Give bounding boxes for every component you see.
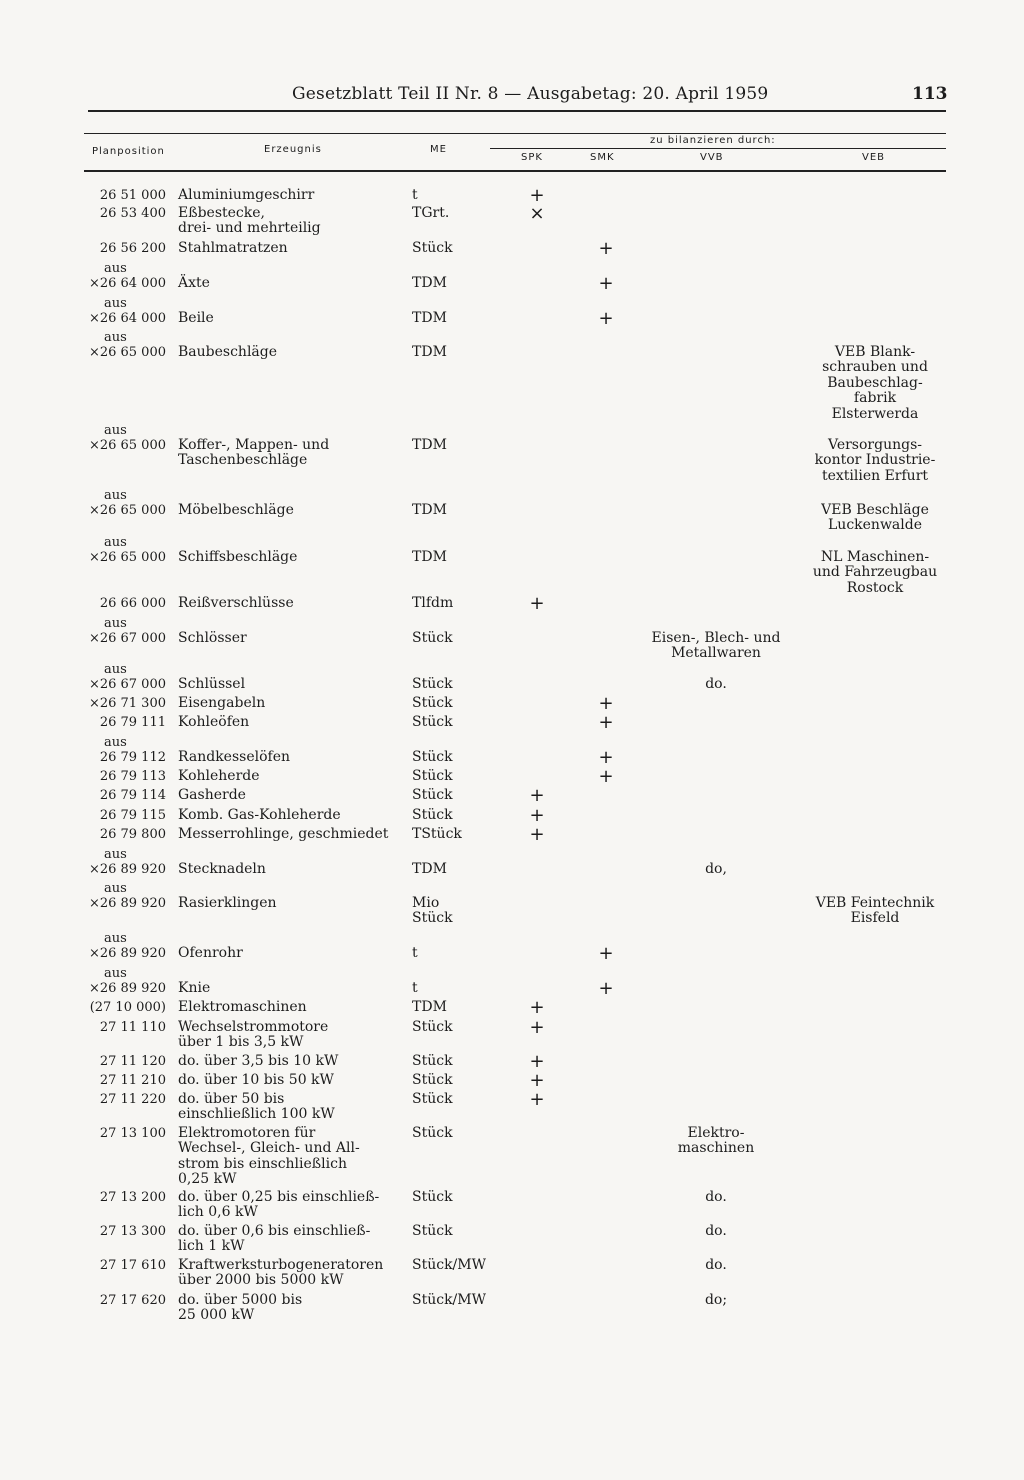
veb-line: Elsterwerda xyxy=(831,405,919,422)
smk-mark: + xyxy=(598,943,614,964)
product-name-line: Taschenbeschläge xyxy=(178,452,308,469)
unit-line: Stück xyxy=(412,714,453,730)
header-title: Gesetzblatt Teil II Nr. 8 — Ausgabetag: 20. April 1959 xyxy=(292,84,769,104)
table-row xyxy=(0,238,1024,261)
unit-line: Stück xyxy=(412,1053,453,1069)
aus-prefix: aus xyxy=(104,615,127,631)
unit-line: Mio xyxy=(412,895,440,911)
aus-prefix: aus xyxy=(104,260,127,276)
table-row xyxy=(0,1017,1024,1051)
col-erzeugnis: Erzeugnis xyxy=(264,144,322,155)
spk-mark: + xyxy=(529,1051,545,1072)
unit-line: t xyxy=(412,187,418,203)
product-name-line: Rasierklingen xyxy=(178,895,277,911)
unit-line: Stück xyxy=(412,1019,453,1035)
product-name-line: über 1 bis 3,5 kW xyxy=(178,1034,304,1051)
product-name-line: Beile xyxy=(178,310,214,326)
unit-line: Stück xyxy=(412,910,453,927)
product-name-line: do. über 0,6 bis einschließ- xyxy=(178,1223,371,1239)
aus-prefix: aus xyxy=(104,295,127,311)
product-name-line: Knie xyxy=(178,980,211,996)
vvb-line: maschinen xyxy=(677,1140,755,1157)
table-row xyxy=(0,185,1024,208)
table-row xyxy=(0,422,1024,484)
unit-line: Stück xyxy=(412,676,453,692)
planposition-code: ×26 89 920 xyxy=(88,896,166,911)
product-name-line: Stecknadeln xyxy=(178,861,266,877)
spk-mark: + xyxy=(529,1070,545,1091)
vvb-line: do; xyxy=(704,1292,728,1308)
product-name-line: Eßbestecke, xyxy=(178,205,265,221)
product-name-line: Koffer-, Mappen- und xyxy=(178,437,330,453)
aus-prefix: aus xyxy=(104,880,127,896)
product-name-line: Randkesselöfen xyxy=(178,749,290,765)
group-rule xyxy=(490,148,946,149)
planposition-code: ×26 65 000 xyxy=(88,345,166,360)
product-name-line: Wechselstrommotore xyxy=(178,1019,329,1035)
table-row xyxy=(0,593,1024,616)
planposition-code: ×26 64 000 xyxy=(88,311,166,326)
unit-line: Stück xyxy=(412,1091,453,1107)
header-rule xyxy=(88,110,946,112)
table-row xyxy=(0,534,1024,596)
col-veb: VEB xyxy=(862,152,886,163)
unit-line: TDM xyxy=(412,437,447,453)
product-name-line: Kohleherde xyxy=(178,768,260,784)
spk-mark: × xyxy=(529,203,545,224)
spk-mark: + xyxy=(529,1017,545,1038)
table-row xyxy=(0,1257,1024,1289)
unit-line: TDM xyxy=(412,344,447,360)
aus-prefix: aus xyxy=(104,422,127,438)
veb-line: VEB Blank- xyxy=(834,344,916,360)
smk-mark: + xyxy=(598,712,614,733)
table-row xyxy=(0,693,1024,716)
unit-line: Stück xyxy=(412,807,453,823)
vvb-line: Elektro- xyxy=(687,1125,745,1141)
planposition-code: 26 79 115 xyxy=(99,808,166,823)
aus-prefix: aus xyxy=(104,487,127,503)
spk-mark: + xyxy=(529,824,545,845)
planposition-code: ×26 67 000 xyxy=(88,677,166,692)
veb-line: Versorgungs- xyxy=(828,437,922,453)
veb-line: textilien Erfurt xyxy=(821,467,929,484)
product-name-line: drei- und mehrteilig xyxy=(178,220,321,237)
product-name-line: do. über 3,5 bis 10 kW xyxy=(178,1053,339,1069)
product-name-line: strom bis einschließlich xyxy=(178,1155,347,1172)
table-row xyxy=(0,785,1024,808)
product-name-line: Schlüssel xyxy=(178,676,246,692)
unit-line: Stück xyxy=(412,768,453,784)
spk-mark: + xyxy=(529,185,545,206)
table-row xyxy=(0,203,1024,237)
table-row xyxy=(0,805,1024,828)
planposition-code: 26 51 000 xyxy=(99,188,166,203)
product-name-line: Kohleöfen xyxy=(178,714,250,730)
veb-line: Rostock xyxy=(846,579,904,596)
page-number: 113 xyxy=(912,84,948,104)
product-name-line: Reißverschlüsse xyxy=(178,595,294,611)
table-row xyxy=(0,1292,1024,1324)
table-top-rule xyxy=(84,133,946,134)
aus-prefix: aus xyxy=(104,329,127,345)
unit-line: t xyxy=(412,945,418,961)
table-head-rule xyxy=(84,170,946,172)
product-name-line: Gasherde xyxy=(178,787,246,803)
unit-line: Stück xyxy=(412,240,453,256)
product-name-line: 0,25 kW xyxy=(178,1171,237,1188)
planposition-code: ×26 65 000 xyxy=(88,550,166,565)
table-row xyxy=(0,295,1024,331)
unit-line: Stück xyxy=(412,1223,453,1239)
product-name-line: Möbelbeschläge xyxy=(178,502,294,518)
planposition-code: 27 11 120 xyxy=(99,1054,166,1069)
aus-prefix: aus xyxy=(104,534,127,550)
product-name-line: Aluminiumgeschirr xyxy=(178,187,315,203)
unit-line: Stück xyxy=(412,1125,453,1141)
product-name-line: do. über 0,25 bis einschließ- xyxy=(178,1189,380,1205)
table-row xyxy=(0,661,1024,697)
veb-line: kontor Industrie- xyxy=(814,452,936,469)
table-row xyxy=(0,1189,1024,1221)
unit-line: Stück xyxy=(412,749,453,765)
unit-line: Stück xyxy=(412,787,453,803)
veb-line: und Fahrzeugbau xyxy=(812,564,938,581)
aus-prefix: aus xyxy=(104,930,127,946)
vvb-line: do. xyxy=(705,1223,727,1239)
planposition-code: ×26 89 920 xyxy=(88,946,166,961)
table-row xyxy=(0,487,1024,534)
planposition-code: 27 13 200 xyxy=(99,1190,166,1205)
planposition-code: 27 17 610 xyxy=(99,1258,166,1273)
planposition-code: 27 11 110 xyxy=(99,1020,166,1035)
unit-line: Tlfdm xyxy=(412,595,454,611)
planposition-code: 26 66 000 xyxy=(99,596,166,611)
col-smk: SMK xyxy=(590,152,615,163)
table-row xyxy=(0,1051,1024,1074)
spk-mark: + xyxy=(529,805,545,826)
spk-mark: + xyxy=(529,593,545,614)
smk-mark: + xyxy=(598,308,614,329)
planposition-code: 27 17 620 xyxy=(99,1293,166,1308)
veb-line: VEB Feintechnik xyxy=(815,895,935,911)
planposition-code: ×26 67 000 xyxy=(88,631,166,646)
table-row xyxy=(0,329,1024,422)
spk-mark: + xyxy=(529,997,545,1018)
table-row xyxy=(0,1125,1024,1188)
product-name-line: Äxte xyxy=(178,275,210,291)
product-name-line: Schlösser xyxy=(178,630,247,646)
smk-mark: + xyxy=(598,238,614,259)
planposition-code: 27 11 210 xyxy=(99,1073,166,1088)
veb-line: Luckenwalde xyxy=(828,517,922,534)
planposition-code: 26 79 112 xyxy=(99,750,166,765)
col-me: ME xyxy=(430,144,447,155)
veb-line: Eisfeld xyxy=(850,910,900,927)
product-name-line: Messerrohlinge, geschmiedet xyxy=(178,826,389,842)
product-name-line: Komb. Gas-Kohleherde xyxy=(178,807,341,823)
table-row xyxy=(0,880,1024,927)
planposition-code: 27 11 220 xyxy=(99,1092,166,1107)
unit-line: Stück xyxy=(412,1072,453,1088)
unit-line: Stück/MW xyxy=(412,1292,486,1308)
unit-line: t xyxy=(412,980,418,996)
page-header xyxy=(0,84,1024,108)
planposition-code: (27 10 000) xyxy=(89,1000,166,1015)
planposition-code: 26 79 113 xyxy=(99,769,166,784)
veb-line: schrauben und xyxy=(822,359,928,376)
table-row xyxy=(0,734,1024,770)
product-name-line: Kraftwerksturbogeneratoren xyxy=(178,1257,384,1273)
vvb-line: Eisen-, Blech- und xyxy=(651,630,781,646)
table-row xyxy=(0,965,1024,1001)
product-name-line: do. über 50 bis xyxy=(178,1091,285,1107)
aus-prefix: aus xyxy=(104,846,127,862)
planposition-code: 26 56 200 xyxy=(99,241,166,256)
product-name-line: einschließlich 100 kW xyxy=(178,1106,335,1123)
unit-line: Stück/MW xyxy=(412,1257,486,1273)
unit-line: TDM xyxy=(412,310,447,326)
unit-line: Stück xyxy=(412,695,453,711)
table-row xyxy=(0,766,1024,789)
veb-line: Baubeschlag- xyxy=(827,374,923,391)
unit-line: TGrt. xyxy=(412,205,450,221)
product-name-line: do. über 5000 bis xyxy=(178,1292,303,1308)
product-name-line: Elektromotoren für xyxy=(178,1125,316,1141)
table-row xyxy=(0,1223,1024,1255)
smk-mark: + xyxy=(598,766,614,787)
product-name-line: do. über 10 bis 50 kW xyxy=(178,1072,334,1088)
table-row xyxy=(0,824,1024,847)
product-name-line: Eisengabeln xyxy=(178,695,266,711)
planposition-code: ×26 65 000 xyxy=(88,438,166,453)
col-group: zu bilanzieren durch: xyxy=(650,135,776,146)
aus-prefix: aus xyxy=(104,965,127,981)
unit-line: TDM xyxy=(412,999,447,1015)
table-row xyxy=(0,1089,1024,1123)
smk-mark: + xyxy=(598,693,614,714)
planposition-code: 26 79 111 xyxy=(99,715,166,730)
planposition-code: 26 53 400 xyxy=(99,206,166,221)
product-name-line: Baubeschläge xyxy=(178,344,278,360)
table-row xyxy=(0,930,1024,966)
unit-line: Stück xyxy=(412,1189,453,1205)
table-row xyxy=(0,997,1024,1020)
unit-line: TDM xyxy=(412,275,447,291)
table-row xyxy=(0,712,1024,735)
veb-line: fabrik xyxy=(853,390,897,407)
spk-mark: + xyxy=(529,785,545,806)
col-vvb: VVB xyxy=(700,152,724,163)
planposition-code: 26 79 800 xyxy=(99,827,166,842)
product-name-line: 25 000 kW xyxy=(178,1307,255,1324)
unit-line: Stück xyxy=(412,630,453,646)
aus-prefix: aus xyxy=(104,734,127,750)
planposition-code: 27 13 300 xyxy=(99,1224,166,1239)
planposition-code: 27 13 100 xyxy=(99,1126,166,1141)
vvb-line: do. xyxy=(705,1189,727,1205)
planposition-code: 26 79 114 xyxy=(99,788,166,803)
aus-prefix: aus xyxy=(104,661,127,677)
table-row xyxy=(0,260,1024,296)
planposition-code: ×26 65 000 xyxy=(88,503,166,518)
smk-mark: + xyxy=(598,273,614,294)
vvb-line: do. xyxy=(705,676,727,692)
product-name-line: Schiffsbeschläge xyxy=(178,549,298,565)
planposition-code: ×26 71 300 xyxy=(88,696,166,711)
table-row xyxy=(0,615,1024,662)
planposition-code: ×26 89 920 xyxy=(88,862,166,877)
planposition-code: ×26 64 000 xyxy=(88,276,166,291)
product-name-line: lich 1 kW xyxy=(178,1238,245,1255)
product-name-line: Ofenrohr xyxy=(178,945,243,961)
vvb-line: Metallwaren xyxy=(671,645,761,662)
unit-line: TDM xyxy=(412,502,447,518)
product-name-line: Wechsel-, Gleich- und All- xyxy=(178,1140,360,1157)
table-row xyxy=(0,846,1024,882)
table-row xyxy=(0,1070,1024,1093)
unit-line: TDM xyxy=(412,549,447,565)
product-name-line: Elektromaschinen xyxy=(178,999,307,1015)
vvb-line: do. xyxy=(705,1257,727,1273)
veb-line: VEB Beschläge xyxy=(821,502,929,518)
col-spk: SPK xyxy=(521,152,543,163)
product-name-line: lich 0,6 kW xyxy=(178,1204,258,1221)
col-planposition: Planposition xyxy=(92,146,165,157)
vvb-line: do, xyxy=(705,861,727,877)
planposition-code: ×26 89 920 xyxy=(88,981,166,996)
unit-line: TDM xyxy=(412,861,447,877)
smk-mark: + xyxy=(598,747,614,768)
spk-mark: + xyxy=(529,1089,545,1110)
product-name-line: Stahlmatratzen xyxy=(178,240,288,256)
unit-line: TStück xyxy=(412,826,462,842)
veb-line: NL Maschinen- xyxy=(820,549,930,565)
smk-mark: + xyxy=(598,978,614,999)
product-name-line: über 2000 bis 5000 kW xyxy=(178,1272,344,1289)
